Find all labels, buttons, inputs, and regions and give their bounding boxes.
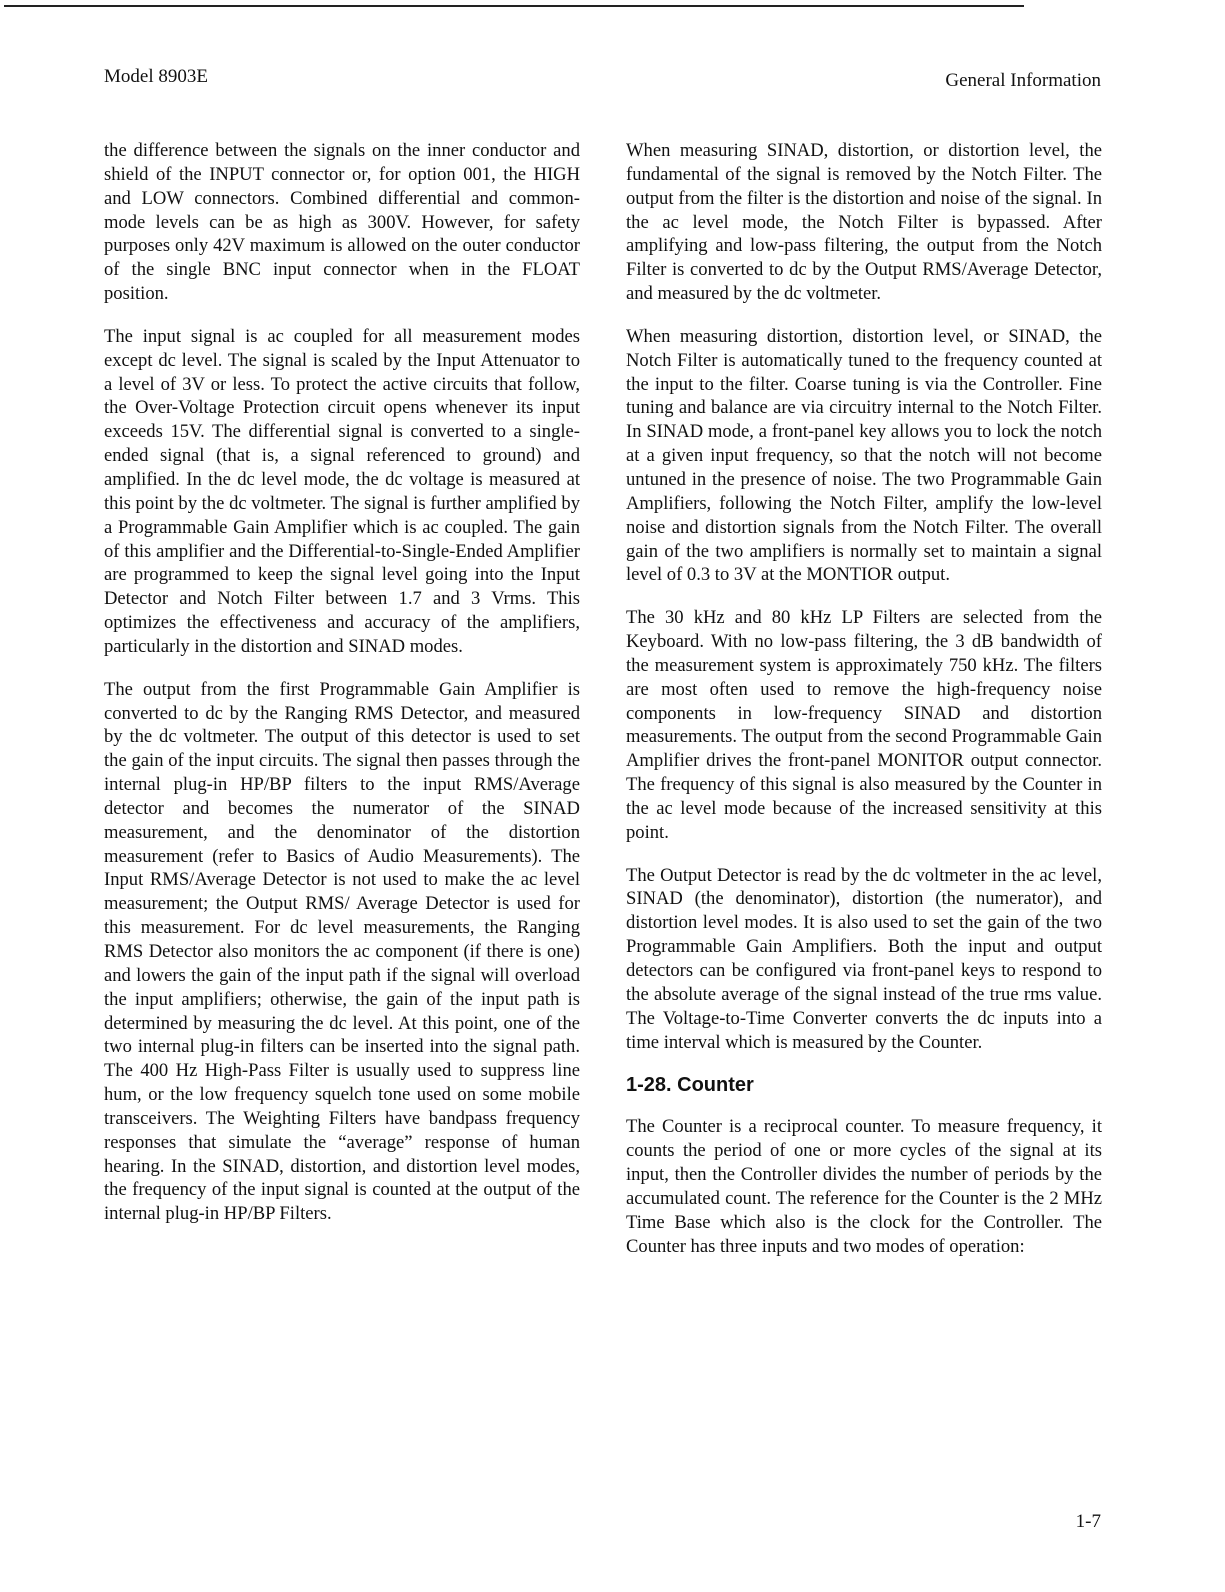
running-header-model: Model 8903E <box>104 66 208 87</box>
page-number: 1-7 <box>1075 1511 1101 1532</box>
section-heading-counter: 1-28. Counter <box>626 1074 754 1097</box>
paragraph: the difference between the signals on the inner conductor and shield of the INPUT connector or, for option 001, the HIGH and LOW connectors. Combined differential and common-mode levels can be as high as 300V. However, for safety purposes only 42V maximum is allowed on the outer conductor of the single BNC input connector when in the FLOAT position. <box>104 140 580 305</box>
paragraph: The output from the first Programmable Gain Amplifier is converted to dc by the Ranging RMS Detector, and measured by the dc voltmeter. The output of this detector is used to set the gain of the input circuits. The signal then passes through the internal plug-in HP/BP filters to the input RMS/Average detector and becomes the numerator of the SINAD measurement, and the denominator of the distortion measurement (refer to Basics of Audio Measurements). The Input RMS/Average Detector is not used to make the ac level measurement; the Output RMS/ Average Detector is used for this measurement. For dc level measurements, the Ranging RMS Detector also monitors the ac component (if there is one) and lowers the gain of the input path if the signal will overload the input amplifiers; otherwise, the gain of the input path is determined by measuring the dc level. At this point, one of the two internal plug-in filters can be inserted into the signal path. The 400 Hz High-Pass Filter is usually used to suppress line hum, or the low frequency squelch tone used on some mobile transceivers. The Weighting Filters have bandpass frequency responses that simulate the “average” response of human hearing. In the SINAD, distortion, and distortion level modes, the frequency of the input signal is counted at the output of the internal plug-in HP/BP Filters. <box>104 678 580 1225</box>
running-header-section: General Information <box>945 70 1101 91</box>
left-column <box>104 139 580 1245</box>
right-column <box>626 139 1102 1277</box>
paragraph: When measuring SINAD, distortion, or distortion level, the fundamental of the signal is removed by the Notch Filter. The output from the filter is the distortion and noise of the signal. In the ac level mode, the Notch Filter is bypassed. After amplifying and low-pass filtering, the output from the Notch Filter is converted to dc by the Output RMS/Average Detector, and measured by the dc voltmeter. <box>626 140 1102 305</box>
paragraph: The Output Detector is read by the dc voltmeter in the ac level, SINAD (the denominator), distortion (the numerator), and distortion level modes. It is also used to set the gain of the two Programmable Gain Amplifiers. Both the input and output detectors can be configured via front-panel keys to respond to the absolute average of the signal instead of the true rms value. The Voltage-to-Time Converter converts the dc inputs into a time interval which is measured by the Counter. <box>626 864 1102 1053</box>
paragraph: The Counter is a reciprocal counter. To measure frequency, it counts the period of one or more cycles of the signal at its input, then the Controller divides the number of periods by the accumulated count. The reference for the Counter is the 2 MHz Time Base which also is the clock for the Controller. The Counter has three inputs and two modes of operation: <box>626 1116 1102 1257</box>
top-rule <box>4 5 1024 7</box>
paragraph: When measuring distortion, distortion level, or SINAD, the Notch Filter is automatically tuned to the frequency counted at the input to the filter. Coarse tuning is via the Controller. Fine tuning and balance are via circuitry internal to the Notch Filter. In SINAD mode, a front-panel key allows you to lock the notch at a given input frequency, so that the notch will not become untuned in the presence of noise. The two Programmable Gain Amplifiers, following the Notch Filter, amplify the low-level noise and distortion signals from the Notch Filter. The overall gain of the two amplifiers is normally set to maintain a signal level of 0.3 to 3V at the MONTIOR output. <box>626 325 1102 586</box>
paragraph: The input signal is ac coupled for all measurement modes except dc level. The signal is scaled by the Input Attenuator to a level of 3V or less. To protect the active circuits that follow, the Over-Voltage Protection circuit opens whenever its input exceeds 15V. The differential signal is converted to a single-ended signal (that is, a signal referenced to ground) and amplified. In the dc level mode, the dc voltage is measured at this point by the dc voltmeter. The signal is further amplified by a Programmable Gain Amplifier which is ac coupled. The gain of this amplifier and the Differential-to-Single-Ended Amplifier are programmed to keep the signal level going into the Input Detector and Notch Filter between 1.7 and 3 Vrms. This optimizes the effectiveness and accuracy of the amplifiers, particularly in the distortion and SINAD modes. <box>104 325 580 657</box>
paragraph: The 30 kHz and 80 kHz LP Filters are selected from the Keyboard. With no low-pass filtering, the 3 dB bandwidth of the measurement system is approximately 750 kHz. The filters are most often used to remove the high-frequency noise components in low-frequency SINAD and distortion measurements. The output from the second Programmable Gain Amplifier drives the front-panel MONITOR output connector. The frequency of this signal is also measured by the Counter in the ac level mode because of the increased sensitivity at this point. <box>626 607 1102 843</box>
